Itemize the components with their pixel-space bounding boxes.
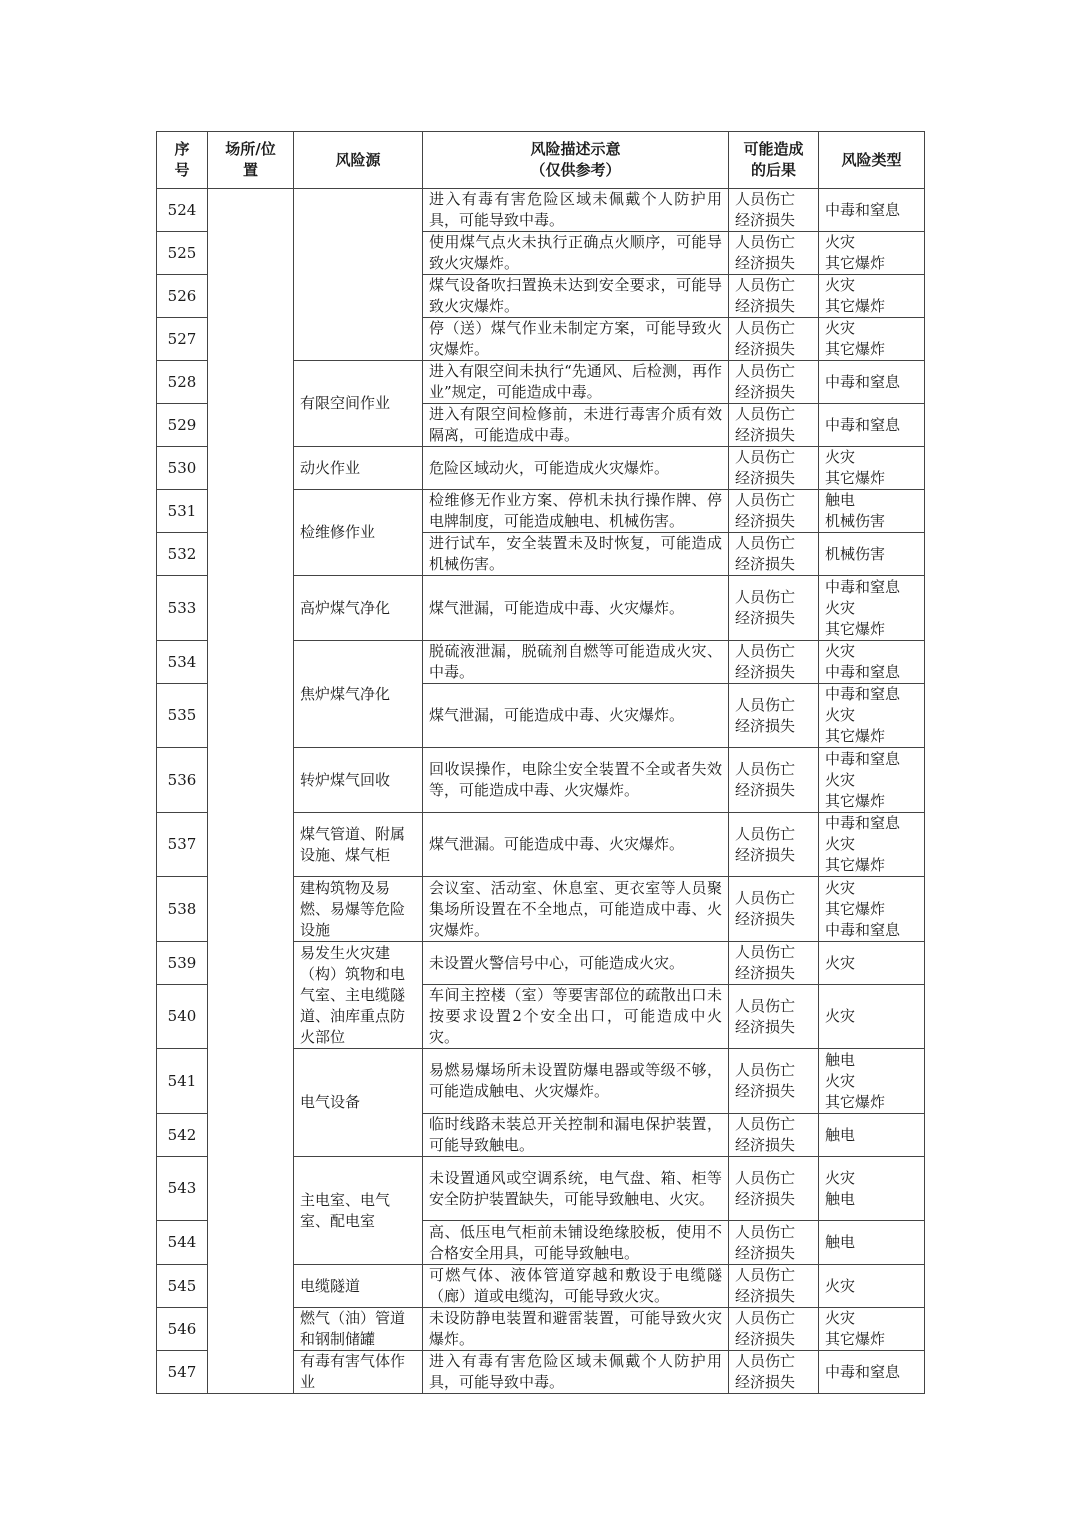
risk-table bbox=[156, 131, 925, 1394]
risk-type-cell: 触电 bbox=[819, 1114, 925, 1157]
description-cell: 煤气设备吹扫置换未达到安全要求，可能导致火灾爆炸。 bbox=[423, 275, 729, 318]
risk-type-cell: 中毒和窒息 bbox=[819, 1351, 925, 1394]
header-type: 风险类型 bbox=[819, 132, 925, 189]
description-cell: 危险区域动火，可能造成火灾爆炸。 bbox=[423, 447, 729, 490]
risk-type-cell: 火灾 bbox=[819, 985, 925, 1049]
description-cell: 检维修无作业方案、停机未执行操作牌、停电牌制度，可能造成触电、机械伤害。 bbox=[423, 490, 729, 533]
description-cell: 进入有毒有害危险区域未佩戴个人防护用具，可能导致中毒。 bbox=[423, 189, 729, 232]
risk-type-cell: 中毒和窒息 火灾 其它爆炸 bbox=[819, 576, 925, 641]
risk-type-cell: 火灾 其它爆炸 bbox=[819, 1308, 925, 1351]
source-cell: 电缆隧道 bbox=[294, 1265, 423, 1308]
consequence-cell: 人员伤亡 经济损失 bbox=[729, 985, 819, 1049]
row-number: 542 bbox=[157, 1114, 208, 1157]
description-cell: 进入有限空间检修前，未进行毒害介质有效隔离，可能造成中毒。 bbox=[423, 404, 729, 447]
consequence-cell: 人员伤亡 经济损失 bbox=[729, 361, 819, 404]
row-number: 524 bbox=[157, 189, 208, 232]
consequence-cell: 人员伤亡 经济损失 bbox=[729, 1049, 819, 1114]
risk-type-cell: 火灾 其它爆炸 中毒和窒息 bbox=[819, 877, 925, 942]
consequence-cell: 人员伤亡 经济损失 bbox=[729, 1114, 819, 1157]
description-cell: 易燃易爆场所未设置防爆电器或等级不够，可能造成触电、火灾爆炸。 bbox=[423, 1049, 729, 1114]
source-cell: 检维修作业 bbox=[294, 490, 423, 576]
row-number: 539 bbox=[157, 942, 208, 985]
consequence-cell: 人员伤亡 经济损失 bbox=[729, 318, 819, 361]
row-number: 534 bbox=[157, 641, 208, 684]
consequence-cell: 人员伤亡 经济损失 bbox=[729, 576, 819, 641]
consequence-cell: 人员伤亡 经济损失 bbox=[729, 1351, 819, 1394]
location-cell bbox=[208, 189, 294, 1394]
table-row bbox=[157, 189, 925, 232]
source-cell: 易发生火灾建（构）筑物和电气室、主电缆隧道、油库重点防火部位 bbox=[294, 942, 423, 1049]
row-number: 547 bbox=[157, 1351, 208, 1394]
row-number: 527 bbox=[157, 318, 208, 361]
row-number: 541 bbox=[157, 1049, 208, 1114]
description-cell: 可燃气体、液体管道穿越和敷设于电缆隧（廊）道或电缆沟，可能导致火灾。 bbox=[423, 1265, 729, 1308]
consequence-cell: 人员伤亡 经济损失 bbox=[729, 942, 819, 985]
consequence-cell: 人员伤亡 经济损失 bbox=[729, 641, 819, 684]
source-cell: 建构筑物及易燃、易爆等危险设施 bbox=[294, 877, 423, 942]
consequence-cell: 人员伤亡 经济损失 bbox=[729, 684, 819, 748]
row-number: 536 bbox=[157, 748, 208, 813]
description-cell: 进入有毒有害危险区域未佩戴个人防护用具，可能导致中毒。 bbox=[423, 1351, 729, 1394]
description-cell: 煤气泄漏，可能造成中毒、火灾爆炸。 bbox=[423, 576, 729, 641]
risk-type-cell: 中毒和窒息 火灾 其它爆炸 bbox=[819, 748, 925, 813]
consequence-cell: 人员伤亡 经济损失 bbox=[729, 1157, 819, 1221]
description-cell: 高、低压电气柜前未铺设绝缘胶板，使用不合格安全用具，可能导致触电。 bbox=[423, 1221, 729, 1265]
consequence-cell: 人员伤亡 经济损失 bbox=[729, 1265, 819, 1308]
description-cell: 未设置通风或空调系统，电气盘、箱、柜等安全防护装置缺失，可能导致触电、火灾。 bbox=[423, 1157, 729, 1221]
description-cell: 临时线路未装总开关控制和漏电保护装置，可能导致触电。 bbox=[423, 1114, 729, 1157]
header-description: 风险描述示意 （仅供参考） bbox=[423, 132, 729, 189]
risk-type-cell: 中毒和窒息 火灾 其它爆炸 bbox=[819, 684, 925, 748]
header-location: 场所/位 置 bbox=[208, 132, 294, 189]
description-cell: 进行试车，安全装置未及时恢复，可能造成机械伤害。 bbox=[423, 533, 729, 576]
risk-type-cell: 火灾 中毒和窒息 bbox=[819, 641, 925, 684]
description-cell: 未设置火警信号中心，可能造成火灾。 bbox=[423, 942, 729, 985]
description-cell: 会议室、活动室、休息室、更衣室等人员聚集场所设置在不全地点，可能造成中毒、火灾爆炸。 bbox=[423, 877, 729, 942]
consequence-cell: 人员伤亡 经济损失 bbox=[729, 447, 819, 490]
header-consequence: 可能造成 的后果 bbox=[729, 132, 819, 189]
row-number: 544 bbox=[157, 1221, 208, 1265]
description-cell: 回收误操作，电除尘安全装置不全或者失效等，可能造成中毒、火灾爆炸。 bbox=[423, 748, 729, 813]
description-cell: 脱硫液泄漏，脱硫剂自燃等可能造成火灾、中毒。 bbox=[423, 641, 729, 684]
risk-type-cell: 触电 bbox=[819, 1221, 925, 1265]
source-cell: 燃气（油）管道和钢制储罐 bbox=[294, 1308, 423, 1351]
source-cell: 高炉煤气净化 bbox=[294, 576, 423, 641]
risk-type-cell: 中毒和窒息 火灾 其它爆炸 bbox=[819, 813, 925, 877]
source-cell: 煤气管道、附属设施、煤气柜 bbox=[294, 813, 423, 877]
row-number: 525 bbox=[157, 232, 208, 275]
risk-type-cell: 火灾 其它爆炸 bbox=[819, 275, 925, 318]
source-cell: 动火作业 bbox=[294, 447, 423, 490]
risk-type-cell: 火灾 其它爆炸 bbox=[819, 318, 925, 361]
consequence-cell: 人员伤亡 经济损失 bbox=[729, 748, 819, 813]
risk-type-cell: 火灾 bbox=[819, 1265, 925, 1308]
source-cell: 转炉煤气回收 bbox=[294, 748, 423, 813]
risk-type-cell: 中毒和窒息 bbox=[819, 404, 925, 447]
risk-type-cell: 触电 火灾 其它爆炸 bbox=[819, 1049, 925, 1114]
row-number: 538 bbox=[157, 877, 208, 942]
description-cell: 进入有限空间未执行“先通风、后检测，再作业”规定，可能造成中毒。 bbox=[423, 361, 729, 404]
consequence-cell: 人员伤亡 经济损失 bbox=[729, 232, 819, 275]
risk-type-cell: 火灾 触电 bbox=[819, 1157, 925, 1221]
description-cell: 煤气泄漏。可能造成中毒、火灾爆炸。 bbox=[423, 813, 729, 877]
row-number: 528 bbox=[157, 361, 208, 404]
row-number: 543 bbox=[157, 1157, 208, 1221]
row-number: 546 bbox=[157, 1308, 208, 1351]
description-cell: 车间主控楼（室）等要害部位的疏散出口未按要求设置2个安全出口，可能造成中火灾。 bbox=[423, 985, 729, 1049]
consequence-cell: 人员伤亡 经济损失 bbox=[729, 404, 819, 447]
row-number: 532 bbox=[157, 533, 208, 576]
risk-type-cell: 火灾 其它爆炸 bbox=[819, 447, 925, 490]
row-number: 526 bbox=[157, 275, 208, 318]
risk-type-cell: 火灾 其它爆炸 bbox=[819, 232, 925, 275]
risk-type-cell: 中毒和窒息 bbox=[819, 361, 925, 404]
consequence-cell: 人员伤亡 经济损失 bbox=[729, 813, 819, 877]
description-cell: 煤气泄漏，可能造成中毒、火灾爆炸。 bbox=[423, 684, 729, 748]
row-number: 535 bbox=[157, 684, 208, 748]
source-cell: 有毒有害气体作业 bbox=[294, 1351, 423, 1394]
risk-type-cell: 火灾 bbox=[819, 942, 925, 985]
consequence-cell: 人员伤亡 经济损失 bbox=[729, 1308, 819, 1351]
row-number: 530 bbox=[157, 447, 208, 490]
risk-type-cell: 触电 机械伤害 bbox=[819, 490, 925, 533]
description-cell: 未设防静电装置和避雷装置，可能导致火灾爆炸。 bbox=[423, 1308, 729, 1351]
header-seq: 序 号 bbox=[157, 132, 208, 189]
row-number: 537 bbox=[157, 813, 208, 877]
source-cell: 焦炉煤气净化 bbox=[294, 641, 423, 748]
source-cell bbox=[294, 189, 423, 361]
source-cell: 有限空间作业 bbox=[294, 361, 423, 447]
consequence-cell: 人员伤亡 经济损失 bbox=[729, 877, 819, 942]
description-cell: 停（送）煤气作业未制定方案，可能导致火灾爆炸。 bbox=[423, 318, 729, 361]
header-source: 风险源 bbox=[294, 132, 423, 189]
consequence-cell: 人员伤亡 经济损失 bbox=[729, 275, 819, 318]
risk-type-cell: 中毒和窒息 bbox=[819, 189, 925, 232]
header-row bbox=[157, 132, 925, 189]
description-cell: 使用煤气点火未执行正确点火顺序，可能导致火灾爆炸。 bbox=[423, 232, 729, 275]
consequence-cell: 人员伤亡 经济损失 bbox=[729, 189, 819, 232]
consequence-cell: 人员伤亡 经济损失 bbox=[729, 490, 819, 533]
consequence-cell: 人员伤亡 经济损失 bbox=[729, 1221, 819, 1265]
row-number: 540 bbox=[157, 985, 208, 1049]
row-number: 531 bbox=[157, 490, 208, 533]
risk-type-cell: 机械伤害 bbox=[819, 533, 925, 576]
row-number: 529 bbox=[157, 404, 208, 447]
consequence-cell: 人员伤亡 经济损失 bbox=[729, 533, 819, 576]
row-number: 533 bbox=[157, 576, 208, 641]
source-cell: 主电室、电气室、配电室 bbox=[294, 1157, 423, 1265]
source-cell: 电气设备 bbox=[294, 1049, 423, 1157]
row-number: 545 bbox=[157, 1265, 208, 1308]
